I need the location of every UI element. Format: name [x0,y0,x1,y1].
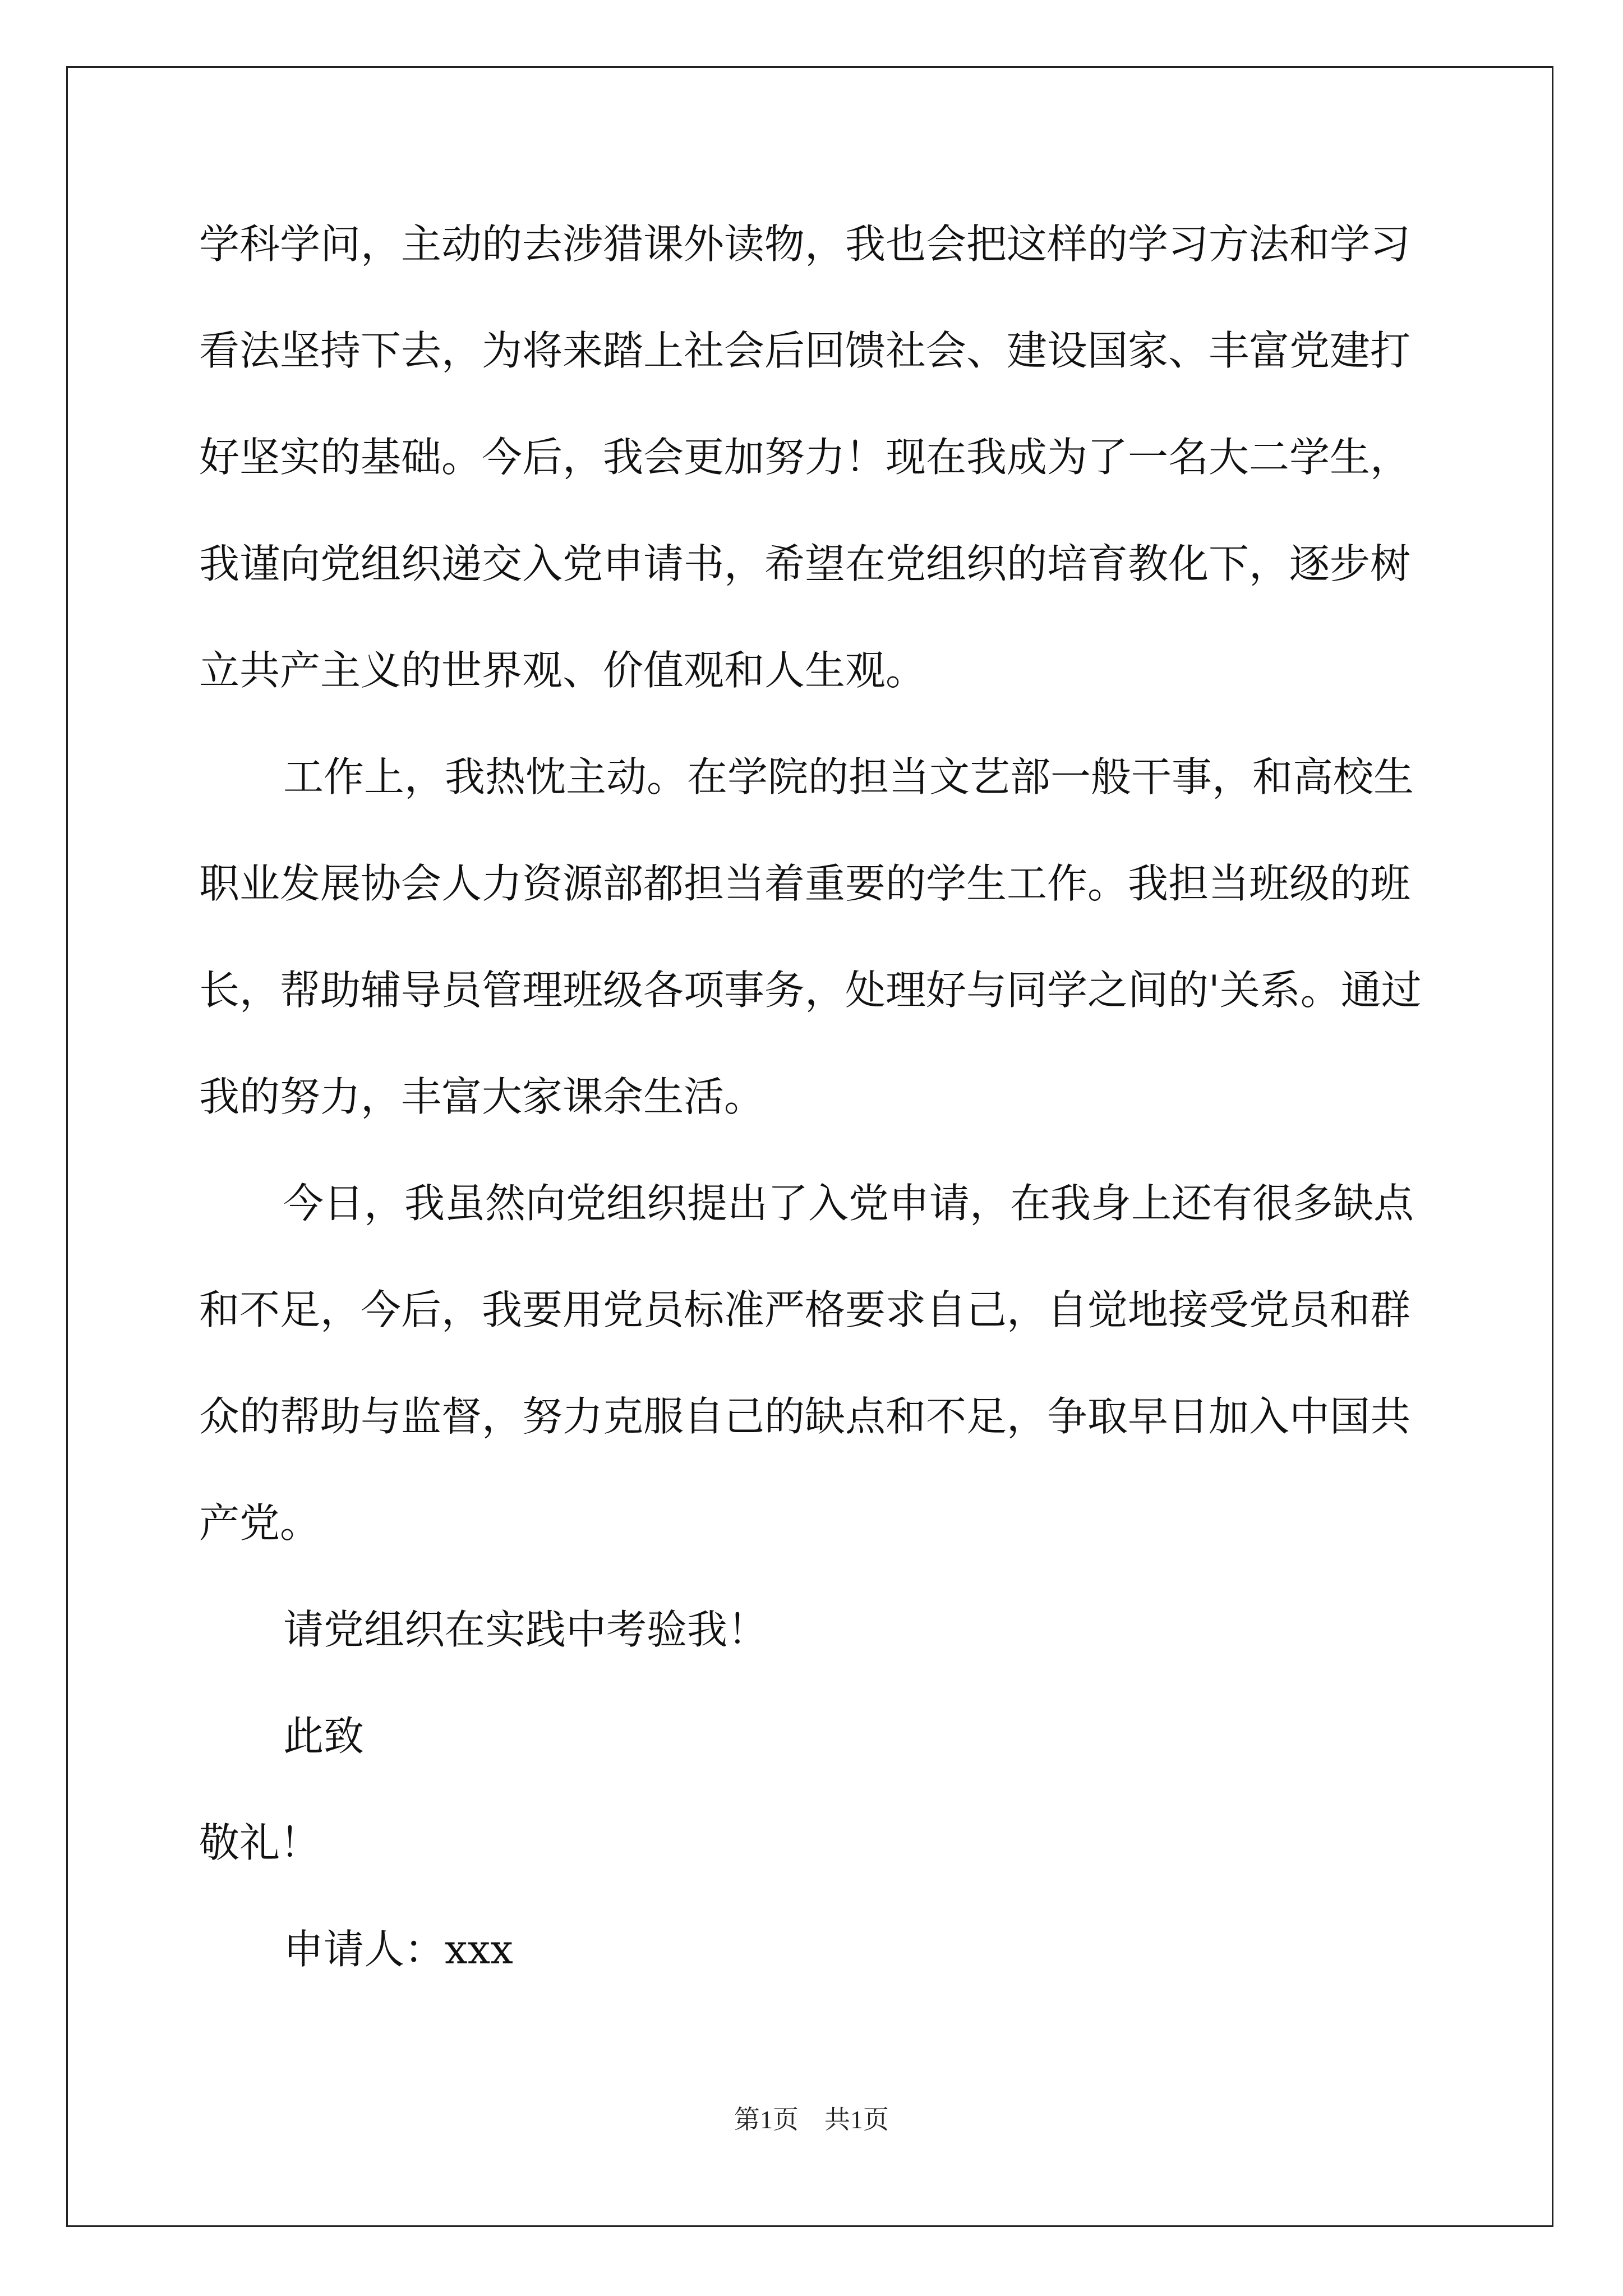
body-line: 我的努力，丰富大家课余生活。 [199,1073,765,1120]
body-line: 好坚实的基础。今后，我会更加努力！现在我成为了一名大二学生， [199,434,1411,481]
body-line: 长，帮助辅导员管理班级各项事务，处理好与同学之间的'关系。通过 [199,967,1422,1014]
body-line: 我谨向党组织递交入党申请书，希望在党组织的培育教化下，逐步树 [199,540,1411,587]
body-line: 众的帮助与监督，努力克服自己的缺点和不足，争取早日加入中国共 [199,1393,1411,1440]
salutation-ci-zhi: 此致 [283,1713,365,1760]
body-line: 产党。 [199,1499,321,1547]
salutation-jing-li: 敬礼！ [199,1819,321,1866]
body-line: 和不足，今后，我要用党员标准严格要求自己，自觉地接受党员和群 [199,1286,1411,1333]
body-line: 看法坚持下去，为将来踏上社会后回馈社会、建设国家、丰富党建打 [199,327,1411,374]
page-border [66,66,1553,2227]
body-line: 立共产主义的世界观、价值观和人生观。 [199,647,926,694]
paragraph-start-line: 工作上，我热忱主动。在学院的担当文艺部一般干事，和高校生 [283,753,1414,800]
page-number-footer: 第1页 共1页 [734,2105,889,2134]
paragraph-start-line: 今日，我虽然向党组织提出了入党申请，在我身上还有很多缺点 [283,1180,1414,1227]
closing-request: 请党组织在实践中考验我！ [283,1606,768,1653]
body-line: 学科学问，主动的去涉猎课外读物，我也会把这样的学习方法和学习 [199,220,1411,268]
body-line: 职业发展协会人力资源部都担当着重要的学生工作。我担当班级的班 [199,860,1411,907]
applicant-signature: 申请人：xxx [283,1926,513,1973]
